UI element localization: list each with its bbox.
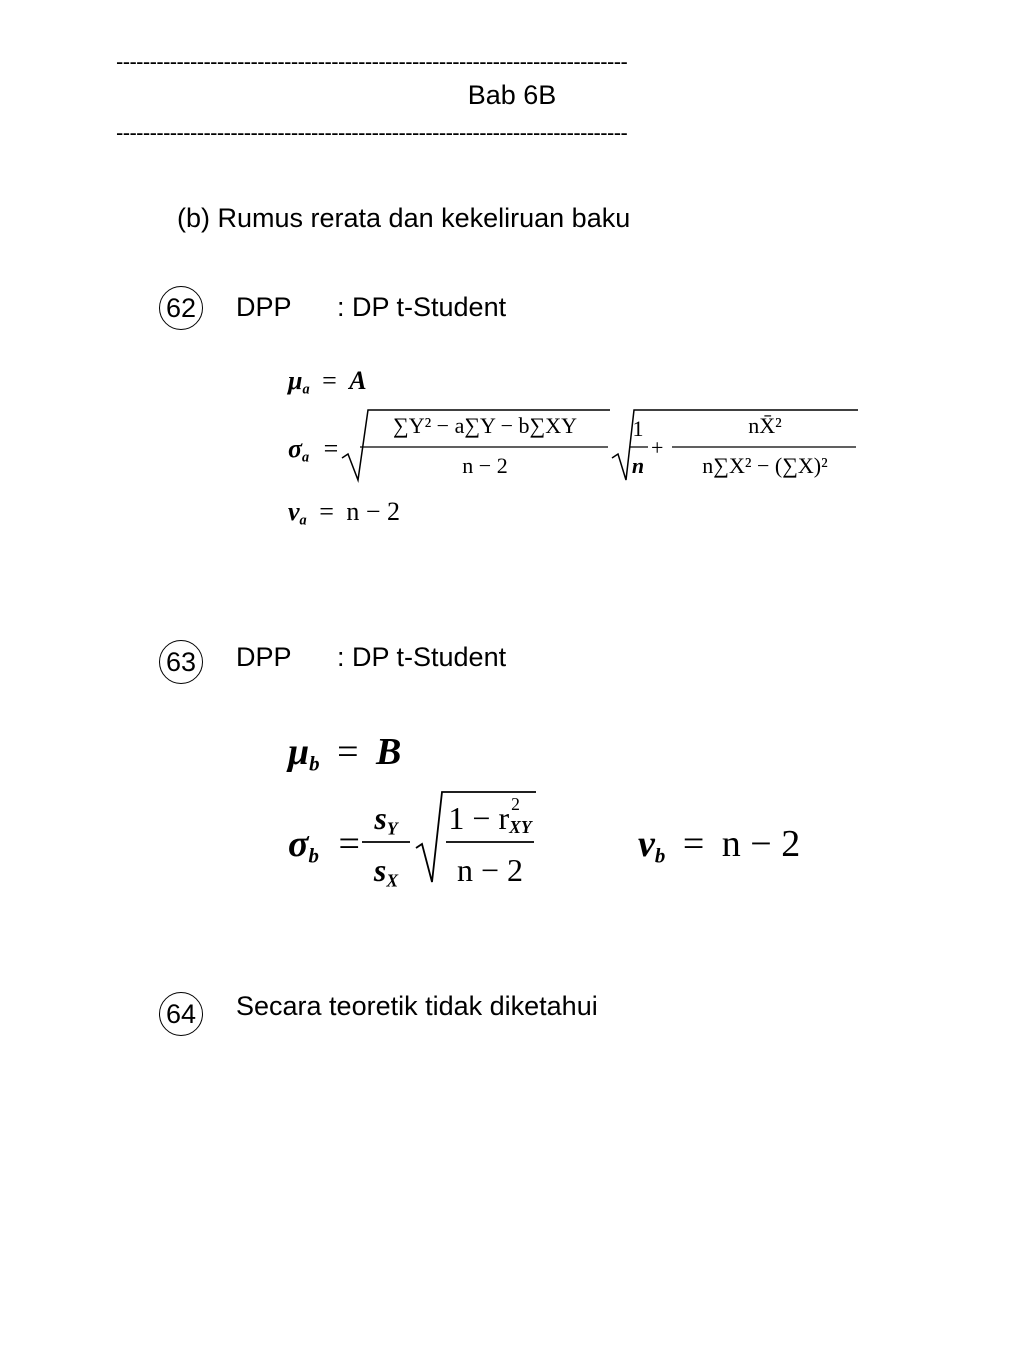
header-top-dashes: ----------------------------------------------------------------------------	[116, 49, 628, 74]
dpp-value: : DP t-Student	[337, 642, 507, 672]
sigma-b-numerator: $s_Y$	[374, 800, 398, 839]
fraction-n: n	[631, 453, 645, 478]
chapter-title: Bab 6B	[467, 80, 557, 110]
formula-nu-b: $\nu_b = n - 2$	[638, 823, 801, 868]
item-number-badge: 63	[159, 640, 203, 684]
formula-sigma-a-lhs: $\sigma_a$ =	[288, 434, 339, 466]
formula-mu-a: $\mu_a = A$	[288, 366, 367, 398]
plus-sign: +	[651, 435, 664, 460]
section-subtitle: (b) Rumus rerata dan kekeliruan baku	[177, 203, 631, 233]
formula-mu-b: $\mu_b = B$	[288, 731, 402, 776]
sigma-a-denominator-2: n∑X² − (∑X)²	[702, 453, 828, 478]
fraction-one: 1	[632, 416, 644, 441]
dpp-label: DPP	[236, 292, 292, 322]
sigma-a-numerator-2: nX̄²	[748, 413, 782, 438]
formula-sigma-b-lhs: $\sigma_b$ =	[288, 823, 360, 868]
sqrt-denominator: n − 2	[456, 852, 524, 888]
header-bottom-dashes: ----------------------------------------------------------------------------	[116, 120, 628, 145]
sigma-a-numerator: ∑Y² − a∑Y − b∑XY	[393, 413, 577, 438]
dpp-value: : DP t-Student	[337, 292, 507, 322]
item-text: Secara teoretik tidak diketahui	[236, 991, 598, 1021]
formula-nu-a: $\nu_a = n - 2$	[288, 497, 401, 529]
dpp-label: DPP	[236, 642, 292, 672]
item-number-badge: 62	[159, 286, 203, 330]
sigma-b-denominator: $s_X$	[373, 852, 399, 891]
item-number-badge: 64	[159, 992, 203, 1036]
sigma-a-denominator: n − 2	[462, 453, 508, 478]
sqrt-numerator: 1 − r 2 XY	[448, 793, 532, 837]
